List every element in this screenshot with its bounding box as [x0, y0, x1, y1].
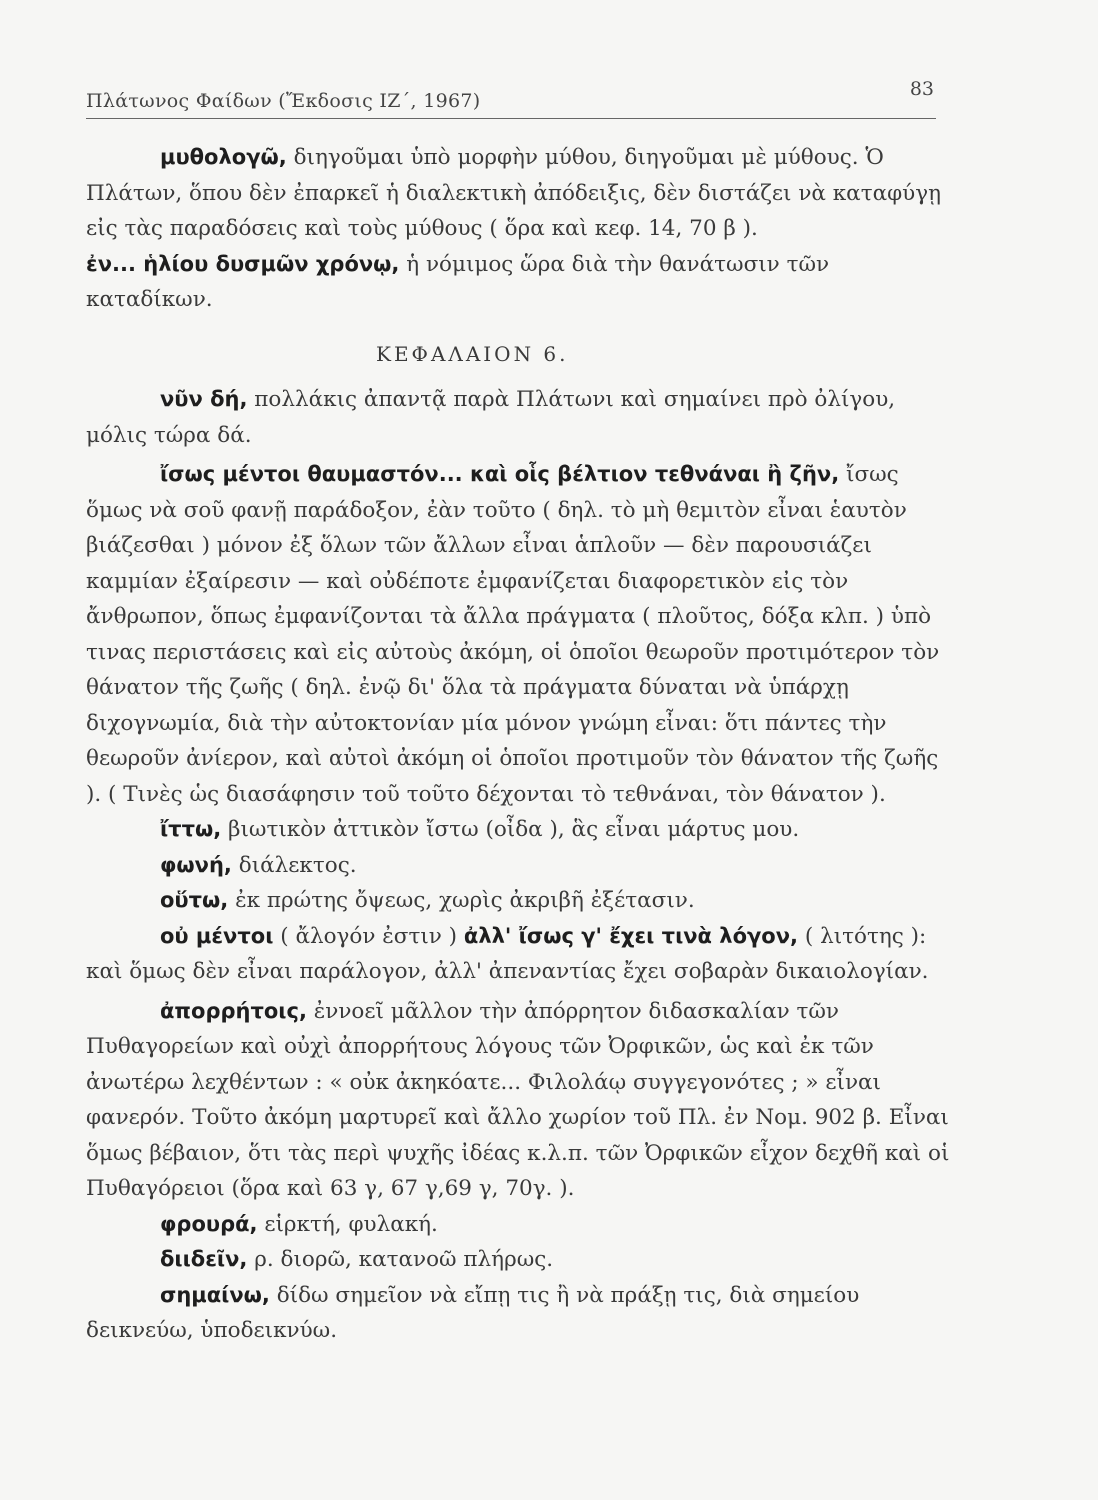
- entry-ou-mentoi: [86, 919, 954, 990]
- entry-heliou-dysmon: [86, 247, 954, 318]
- lemma: σημαίνω,: [160, 1282, 270, 1307]
- gloss-aside: ( ἄλογόν ἐστιν ): [273, 923, 464, 949]
- lemma-second: ἀλλ' ἴσως γ' ἔχει τινὰ λόγον,: [463, 923, 799, 948]
- entry-phone: [86, 848, 954, 884]
- gloss: βιωτικὸν ἀττικὸν ἴστω (οἶδα ), ἃς εἶναι μάρτυς μου.: [221, 817, 800, 842]
- entry-itto: [86, 812, 954, 848]
- gloss: ἡ νόμιμος ὥρα διὰ τὴν θανάτωσιν τῶν καταδίκων.: [86, 251, 830, 312]
- gloss: ἴσως ὅμως νὰ σοῦ φανῇ παράδοξον, ἐὰν τοῦτο ( δηλ. τὸ μὴ θεμιτὸν εἶναι ἑαυτὸν βιάζεσθαι ) μόνον ἐξ ὅλων τῶν ἄλλων εἶναι ἁπλοῦν — δὲν παρουσιάζει καμμίαν ἐξαίρεσιν — καὶ οὐδέποτε ἐμφανίζεται διαφορετικὸν εἰς τὸν ἄνθρωπον, ὅπως ἐμφανίζονται τὰ ἄλλα πράγματα ( πλοῦτος, δόξα κλπ. ) ὑπὸ τινας περιστάσεις καὶ εἰς αὐτοὺς ἀκόμη, οἱ ὁποῖοι θεωροῦν προτιμότερον τὸν θάνατον τῆς ζωῆς ( δηλ. ἐνῷ δι' ὅλα τὰ πράγματα δύναται νὰ ὑπάρχῃ διχογνωμία, διὰ τὴν αὐτοκτονίαν μία μόνον γνώμη εἶναι: ὅτι πάντες τὴν θεωροῦν ἀνίερον, καὶ αὐτοὶ ἀκόμη οἱ ὁποῖοι προτιμοῦν τὸν θάνατον τῆς ζωῆς ). ( Τινὲς ὡς διασάφησιν τοῦ τοῦτο δέχονται τὸ τεθνάναι, τὸν θάνατον ).: [86, 462, 940, 807]
- entry-mythologo: [86, 140, 954, 247]
- lemma: ἴττω,: [160, 817, 222, 841]
- lemma: ἀπορρήτοις,: [160, 998, 307, 1023]
- page-number: 83: [909, 78, 934, 100]
- gloss: ( λιτότης ): καὶ ὅμως δὲν εἶναι παράλογον, ἀλλ' ἀπεναντίας ἔχει σοβαρὰν δικαιολογίαν.: [86, 923, 929, 984]
- running-title: Πλάτωνος Φαίδων (Ἔκδοσις ΙΖ΄, 1967): [86, 90, 481, 112]
- lemma: ἐν... ἡλίου δυσμῶν χρόνῳ,: [86, 251, 400, 276]
- entry-nyn-de: [86, 382, 954, 453]
- lemma: νῦν δή,: [160, 387, 248, 411]
- entry-diidein: [86, 1242, 954, 1278]
- commentary-body: [86, 140, 954, 1349]
- gloss: διάλεκτος.: [231, 852, 357, 878]
- lemma: μυθολογῶ,: [160, 145, 287, 169]
- running-header: [86, 74, 936, 119]
- gloss: εἱρκτή, φυλακή.: [257, 1211, 438, 1237]
- lemma: οὕτω,: [160, 888, 229, 912]
- entry-phroura: [86, 1207, 954, 1243]
- lemma: ἴσως μέντοι θαυμαστόν... καὶ οἷς βέλτιον τεθνάναι ἢ ζῆν,: [160, 462, 840, 486]
- gloss: πολλάκις ἀπαντᾷ παρὰ Πλάτωνι καὶ σημαίνει πρὸ ὀλίγου, μόλις τώρα δά.: [86, 387, 896, 448]
- gloss: δίδω σημεῖον νὰ εἴπῃ τις ἢ νὰ πράξῃ τις, διὰ σημείου δεικνεύω, ὑποδεικνύω.: [86, 1282, 860, 1343]
- entry-isos-mentoi: [86, 457, 954, 812]
- gloss: ἐννοεῖ μᾶλλον τὴν ἀπόρρητον διδασκαλίαν τῶν Πυθαγορείων καὶ οὐχὶ ἀπορρήτους λόγους τῶν Ὀρφικῶν, ὡς καὶ ἐκ τῶν ἀνωτέρω λεχθέντων : « οὐκ ἀκηκόατε... Φιλολάῳ συγγεγονότες ; » εἶναι φανερόν. Τοῦτο ἀκόμη μαρτυρεῖ καὶ ἄλλο χωρίον τοῦ Πλ. ἐν Νομ. 902 β. Εἶναι ὅμως βέβαιον, ὅτι τὰς περὶ ψυχῆς ἰδέας κ.λ.π. τῶν Ὀρφικῶν εἶχον δεχθῆ καὶ οἱ Πυθαγόρειοι (ὅρα καὶ 63 γ, 67 γ,69 γ, 70γ. ).: [86, 998, 950, 1201]
- gloss: ἐκ πρώτης ὄψεως, χωρὶς ἀκριβῆ ἐξέτασιν.: [228, 888, 695, 913]
- lemma: οὐ μέντοι: [160, 923, 274, 948]
- lemma: διιδεῖν,: [160, 1247, 248, 1271]
- lemma: φρουρά,: [160, 1211, 258, 1236]
- entry-semaino: [86, 1278, 954, 1349]
- gloss: διηγοῦμαι ὑπὸ μορφὴν μύθου, διηγοῦμαι μὲ μύθους. Ὁ Πλάτων, ὅπου δὲν ἐπαρκεῖ ἡ διαλεκτικὴ ἀπόδειξις, δὲν διστάζει νὰ καταφύγῃ εἰς τὰς παραδόσεις καὶ τοὺς μύθους ( ὅρα καὶ κεφ. 14, 70 β ).: [86, 145, 941, 241]
- entry-houto: [86, 883, 954, 919]
- chapter-heading: ΚΕΦΑΛΑΙΟΝ 6.: [376, 341, 569, 366]
- lemma: φωνή,: [160, 852, 232, 877]
- gloss: ρ. διορῶ, κατανοῶ πλήρως.: [247, 1247, 554, 1272]
- entry-aporretois: [86, 994, 954, 1207]
